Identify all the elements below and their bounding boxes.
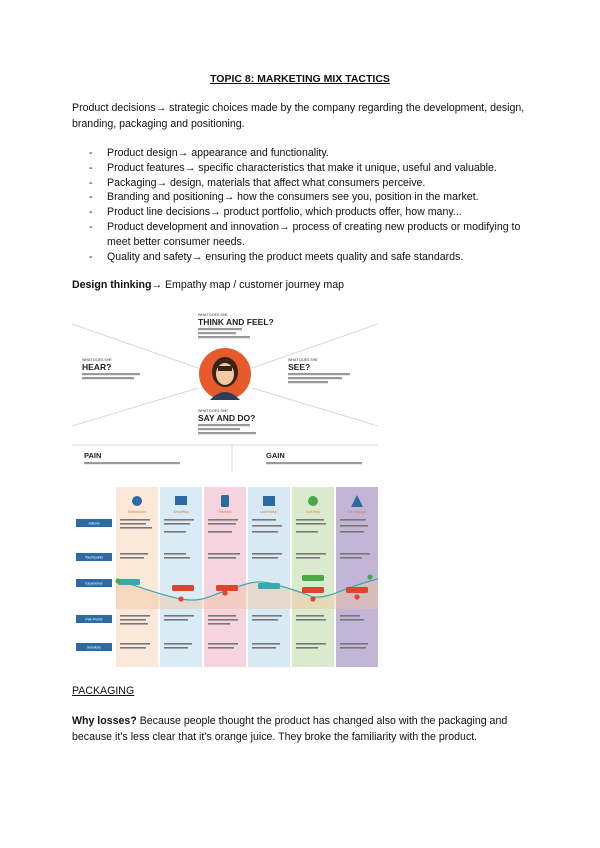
think-small: WHAT DOES SHE [198,313,228,317]
hear-small: WHAT DOES SHE [82,358,112,362]
stage-label: Shop/Buy [173,510,189,514]
list-item: - Product design→ appearance and functionality. [89,147,329,159]
say-small: WHAT DOES SHE [198,409,228,413]
gain-heading: GAIN [266,451,285,460]
think-heading: THINK AND FEEL? [198,317,274,327]
bullet-dash: - [89,220,93,233]
help-icon [308,496,318,506]
empathy-map-image [72,306,378,472]
list-item: - Quality and safety→ ensuring the product meets quality and safe standards. [89,250,464,263]
bullet-dash: - [89,250,93,263]
design-thinking-line [72,279,344,291]
bullet-dash: - [89,161,93,174]
product-decisions-list [72,146,542,264]
why-losses-label: Why losses? [72,715,137,727]
bullet-dash: - [89,191,93,204]
say-heading: SAY AND DO? [198,413,256,423]
list-item: - Product development and innovation→ process of creating new products or modifying to meet better consumer needs. [89,220,521,248]
bullet-dash: - [89,176,93,189]
row-label: Touchpoints [84,555,104,560]
hear-heading: HEAR? [82,362,112,372]
cart-icon [175,496,187,505]
see-heading: SEE? [288,362,311,372]
search-icon [132,496,142,506]
row-label: Pain Points [85,617,103,622]
packaging-heading: PACKAGING [72,685,135,697]
stage-label: Use/Setup [260,510,278,514]
row-label: Experience [85,581,103,586]
setup-icon [263,496,275,506]
list-item: - Product features→ specific characteristics that make it unique, useful and valuable. [89,161,497,174]
stage-label: Search/Info [127,510,147,514]
phone-icon [221,495,229,507]
journey-map-image [72,487,378,667]
row-label: Actions [88,521,100,526]
list-item: - Packaging→ design, materials that affect what consumers perceive. [89,176,426,189]
intro-paragraph: Product decisions→ strategic choices made by the company regarding the development, design, branding, packaging and positioning. [72,102,525,130]
why-losses-paragraph [72,713,532,745]
design-thinking-text: → Empathy map / customer journey map [151,279,344,291]
see-small: WHAT DOES SHE [288,358,318,362]
bullet-dash: - [89,147,93,159]
pain-heading: PAIN [84,451,102,460]
list-item: - Branding and positioning→ how the consumers see you, position in the market. [89,191,479,204]
avatar [199,348,251,400]
list-item: - Product line decisions→ product portfolio, which products offer, how many... [89,206,462,219]
bullet-dash: - [89,206,93,219]
page-title: TOPIC 8: MARKETING MIX TACTICS [210,73,390,85]
stage-label: Receive [218,510,232,514]
row-label: Solutions [87,645,101,650]
why-losses-text: Because people thought the product has changed also with the packaging and because it’s less clear that it’s orange juice. They broke the familiarity with the product. [72,715,508,743]
stage-label: Re-engage [348,510,366,514]
design-thinking-label: Design thinking [72,279,152,291]
stage-label: Get Help [305,510,321,514]
